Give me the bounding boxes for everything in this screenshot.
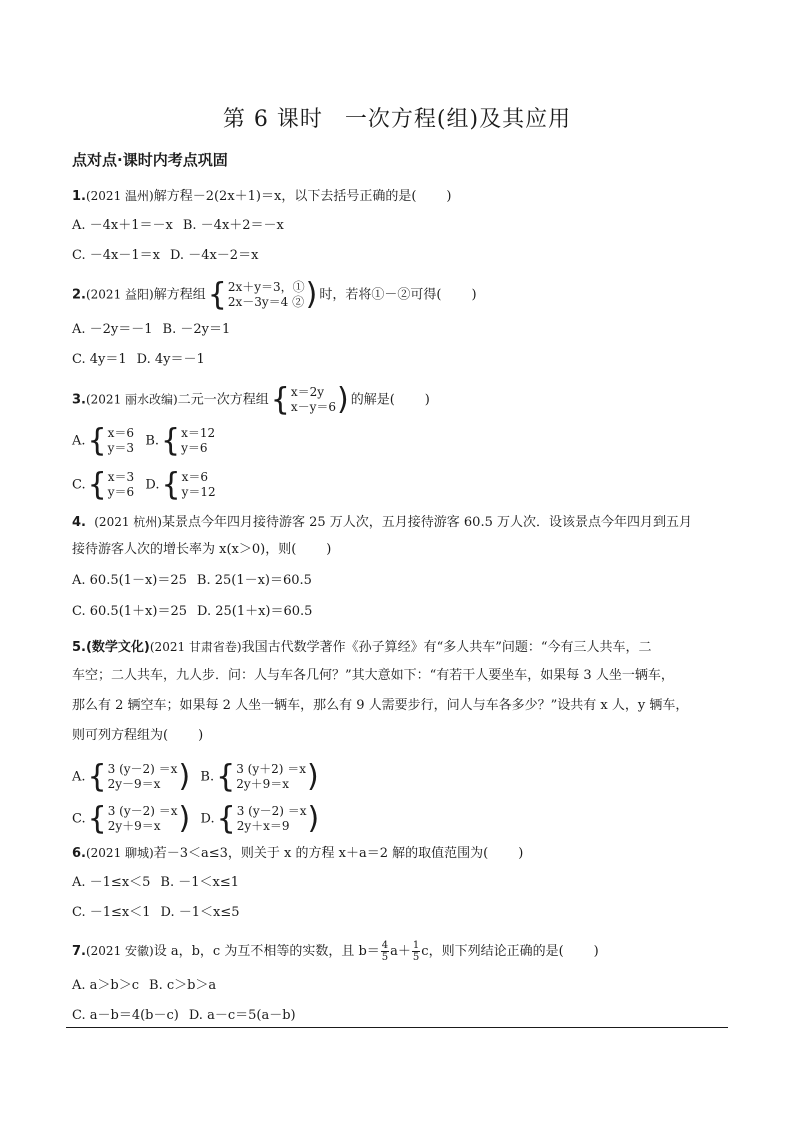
question-7-options-ab: A. a＞b＞c B. c＞b＞a — [72, 978, 217, 993]
question-4-stem-line1: 4. (2021 杭州)某景点今年四月接待游客 25 万人次，五月接待游客 60.5 万人次．设该景点今年四月到五月 — [72, 515, 692, 530]
question-2-options-cd: C. 4y＝1 D. 4y＝－1 — [72, 352, 205, 367]
fraction-one-fifth: $\frac{1}{5}$ — [412, 940, 420, 963]
option-b: { x＝12 y＝6 — [161, 422, 216, 459]
question-5-stem-line4: 则可列方程组为( ) — [72, 728, 204, 743]
question-5-options-ab: A. { 3 (y－2) ＝x 2y－9＝x ) B. { 3 (y＋2) ＝x 2y＋9＝x ) — [72, 758, 319, 795]
question-tag: (数学文化) — [85, 640, 150, 655]
question-6-options-ab: A. －1≤x＜5 B. －1＜x≤1 — [72, 875, 240, 890]
equation-system: { 2x＋y＝3，① 2x－3y＝4 ② ) — [207, 276, 318, 313]
question-5-options-cd: C. { 3 (y－2) ＝x 2y＋9＝x ) D. { 3 (y－2) ＝x 2y＋x＝9 ) — [72, 800, 320, 837]
fraction-four-fifths: $\frac{4}{5}$ — [381, 940, 389, 963]
question-1-stem: 1.(2021 温州)解方程－2(2x＋1)＝x，以下去括号正确的是( ) — [72, 189, 452, 204]
question-1-options-ab — [72, 216, 294, 236]
question-source: (2021 温州) — [85, 189, 154, 203]
question-4-options-cd: C. 60.5(1＋x)＝25 D. 25(1＋x)＝60.5 — [72, 604, 313, 619]
question-5-stem-line1: 5.(数学文化)(2021 甘肃省卷)我国古代数学著作《孙子算经》有“多人共车”问题：“今有三人共车，二 — [72, 640, 652, 655]
option-d: { x＝6 y＝12 — [161, 466, 216, 503]
question-5-stem-line3: 那么有 2 辆空车；如果每 2 人坐一辆车，那么有 9 人需要步行，问人与车各多少？”设共有 x 人，y 辆车， — [72, 698, 689, 713]
option-b: B. －4x＋2＝－x — [182, 218, 284, 233]
question-1-options-cd — [72, 246, 268, 266]
option-a: { x＝6 y＝3 — [87, 422, 135, 459]
page-title — [0, 102, 794, 133]
question-2-options-ab: A. －2y＝－1 B. －2y＝1 — [72, 322, 231, 337]
equation-system: { x＝2y x－y＝6 ) — [270, 381, 349, 418]
section-heading: 点对点·课时内考点巩固 — [72, 151, 228, 169]
question-6-options-cd: C. －1≤x＜1 D. －1＜x≤5 — [72, 905, 240, 920]
question-4-stem-line2: 接待游客人次的增长率为 x(x＞0)，则( ) — [72, 542, 332, 557]
footer-divider — [66, 1027, 728, 1028]
question-5-stem-line2: 车空；二人共车，九人步．问：人与车各几何？”其大意如下：“有若干人要坐车，如果每 3 人坐一辆车， — [72, 668, 674, 683]
question-3-options-ab: A. { x＝6 y＝3 B. { x＝12 y＝6 — [72, 422, 216, 459]
option-a: A. －4x＋1＝－x — [72, 218, 173, 233]
question-3-stem: 3.(2021 丽水改编)二元一次方程组 { x＝2y x－y＝6 ) 的解是( ) — [72, 381, 430, 418]
question-3-options-cd: C. { x＝3 y＝6 D. { x＝6 y＝12 — [72, 466, 216, 503]
option-b: { 3 (y＋2) ＝x 2y＋9＝x ) — [216, 758, 319, 795]
option-d: D. －4x－2＝x — [169, 248, 259, 263]
question-7-options-cd: C. a－b＝4(b－c) D. a－c＝5(a－b) — [72, 1008, 296, 1023]
question-6-stem: 6.(2021 聊城)若－3＜a≤3，则关于 x 的方程 x＋a＝2 解的取值范围为( ) — [72, 846, 524, 861]
option-c: { 3 (y－2) ＝x 2y＋9＝x ) — [87, 800, 191, 837]
question-number: 1. — [72, 189, 86, 204]
option-c: C. －4x－1＝x — [72, 248, 160, 263]
option-a: { 3 (y－2) ＝x 2y－9＝x ) — [87, 758, 191, 795]
question-4-options-ab: A. 60.5(1－x)＝25 B. 25(1－x)＝60.5 — [72, 573, 312, 588]
lesson-topic: 一次方程(组)及其应用 — [344, 107, 572, 132]
question-2-stem: 2.(2021 益阳)解方程组 { 2x＋y＝3，① 2x－3y＝4 ② ) 时，若将①－②可得( ) — [72, 276, 477, 313]
option-c: { x＝3 y＝6 — [87, 466, 135, 503]
option-d: { 3 (y－2) ＝x 2y＋x＝9 ) — [216, 800, 320, 837]
question-7-stem: 7.(2021 安徽)设 a，b，c 为互不相等的实数，且 b＝ $\frac{4}{5}$ a＋ $\frac{1}{5}$ c，则下列结论正确的是( ) — [72, 940, 599, 963]
lesson-number: 第 6 课时 — [222, 107, 323, 132]
